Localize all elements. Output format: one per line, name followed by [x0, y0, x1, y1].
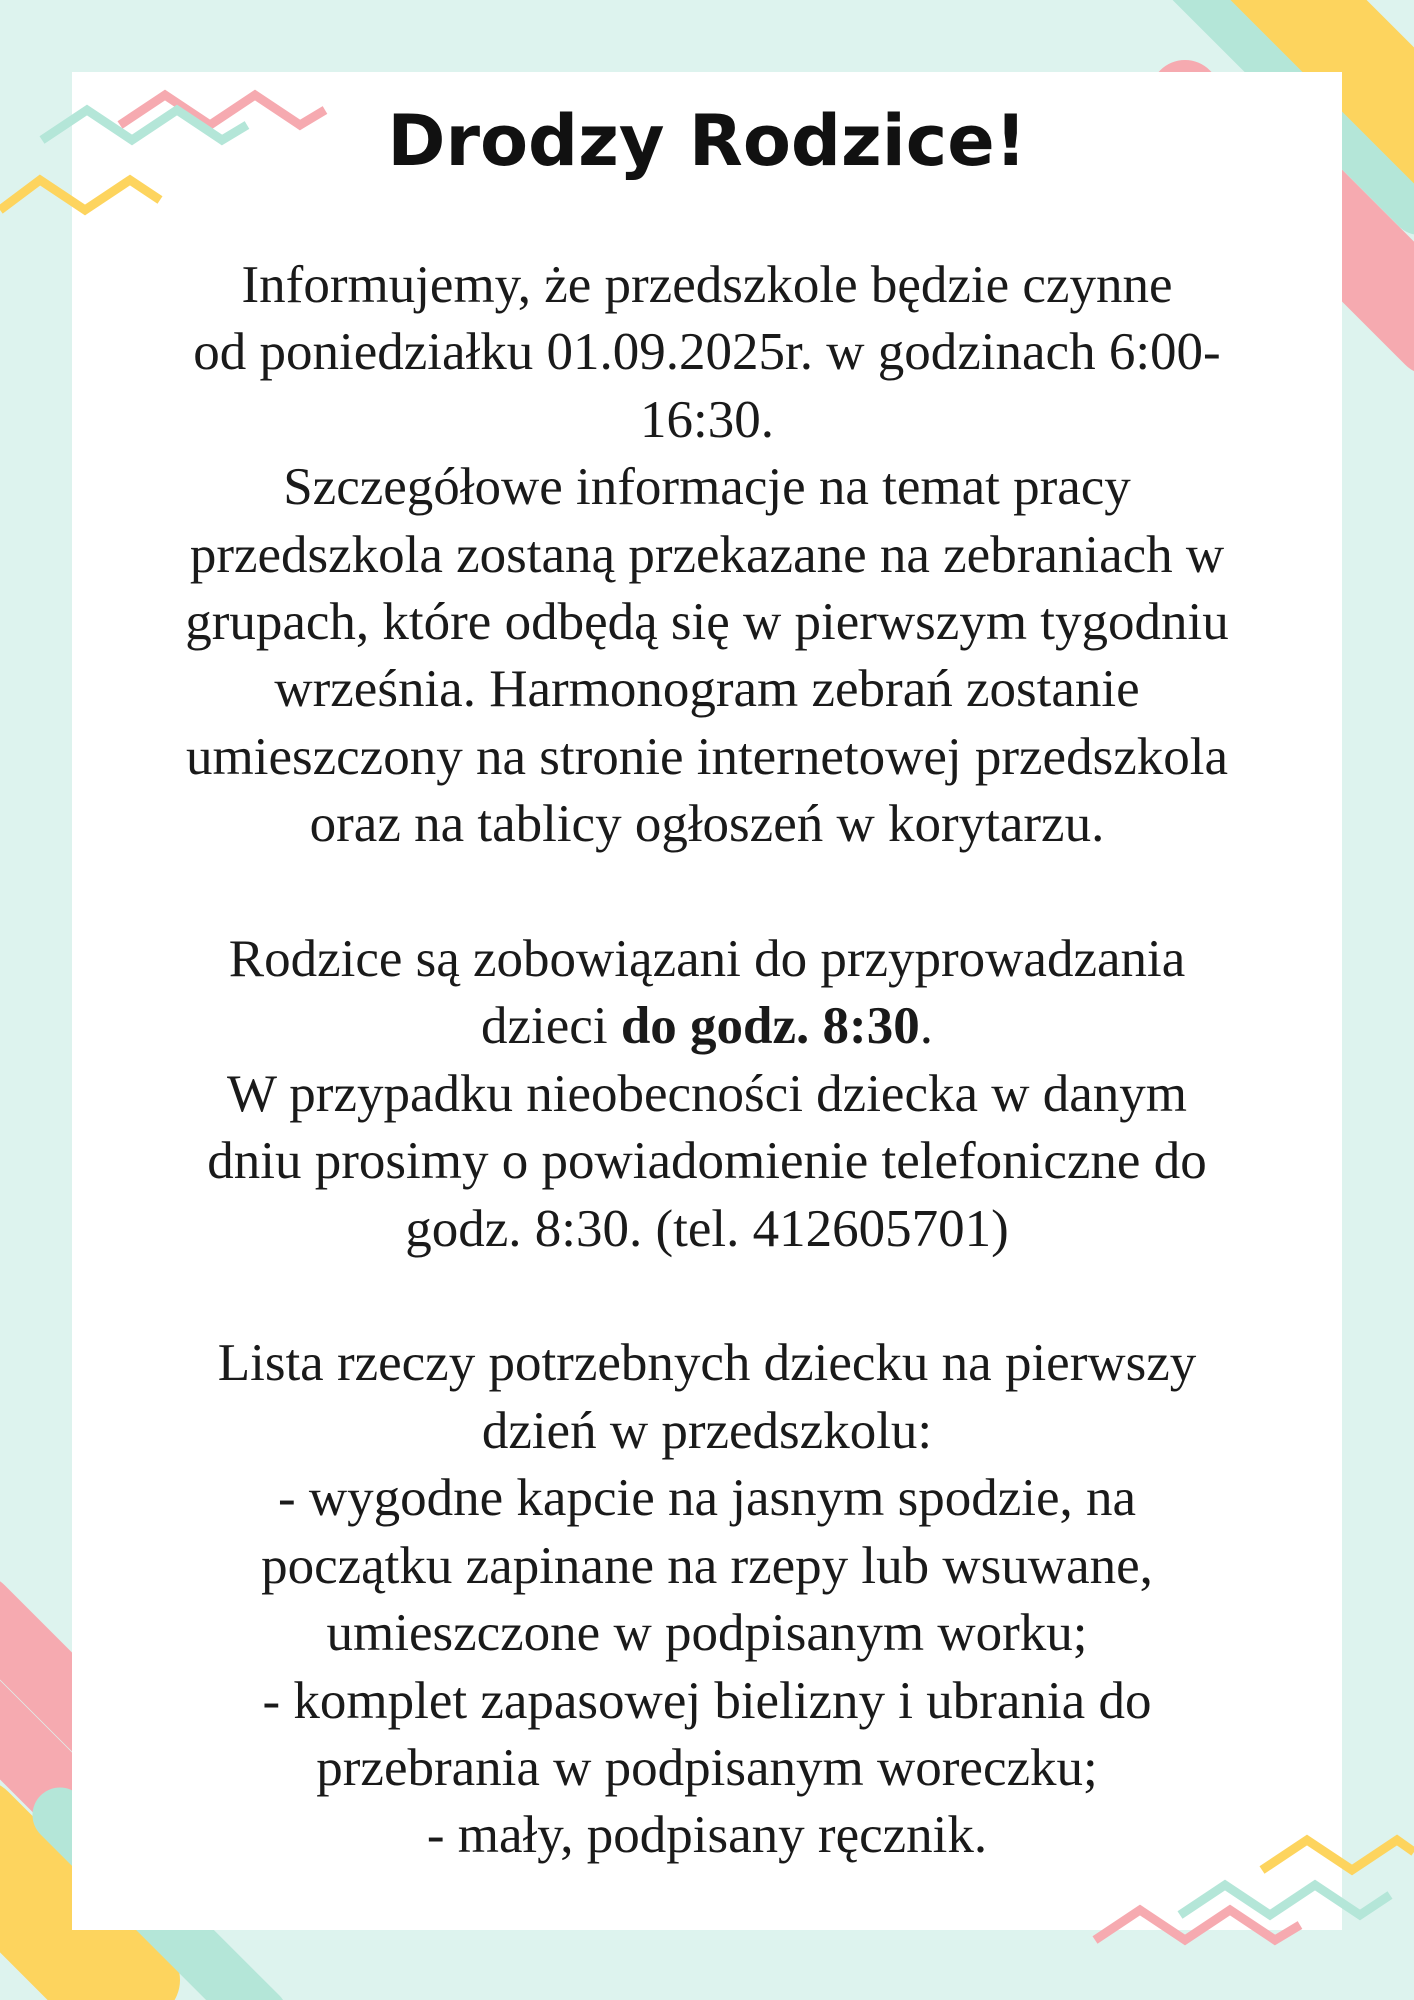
arrival-deadline-emphasis: do godz. 8:30 [620, 997, 920, 1056]
text-line: dniu prosimy o powiadomienie telefoniczne do [207, 1132, 1207, 1191]
checklist-item-line: umieszczone w podpisanym worku; [326, 1604, 1088, 1663]
notice-body [72, 252, 1342, 1870]
checklist-item-line: - komplet zapasowej bielizny i ubrania do [262, 1671, 1152, 1730]
text-fragment: dzieci [481, 997, 621, 1056]
text-line-with-emphasis [72, 993, 1342, 1060]
arrival-paragraph [72, 926, 1342, 1263]
text-line: W przypadku nieobecności dziecka w danym [226, 1064, 1188, 1123]
text-line: oraz na tablicy ogłoszeń w korytarzu. [309, 795, 1105, 854]
checklist-item-line: początku zapinane na rzepy lub wsuwane, [261, 1536, 1153, 1595]
checklist-item-line: - wygodne kapcie na jasnym spodzie, na [277, 1469, 1137, 1528]
paragraph-spacer [72, 1263, 1342, 1330]
text-line: Informujemy, że przedszkole będzie czynne [241, 256, 1173, 314]
text-line: dzień w przedszkolu: [481, 1401, 933, 1460]
text-fragment: . [919, 997, 933, 1056]
checklist-item-line: - mały, podpisany ręcznik. [426, 1806, 988, 1865]
text-line: godz. 8:30. (tel. 412605701) [405, 1199, 1009, 1258]
text-line: przedszkola zostaną przekazane na zebraniach w [189, 525, 1225, 584]
text-line: września. Harmonogram zebrań zostanie [274, 660, 1140, 719]
text-line: 16:30. [640, 390, 774, 449]
text-line: Lista rzeczy potrzebnych dziecku na pierwszy [217, 1334, 1197, 1393]
paragraph-spacer [72, 859, 1342, 926]
page-title: Drodzy Rodzice! [387, 100, 1027, 182]
text-line: od poniedziałku 01.09.2025r. w godzinach 6:00- [193, 323, 1221, 382]
checklist-item-line: przebrania w podpisanym woreczku; [316, 1738, 1098, 1797]
text-line: umieszczony na stronie internetowej przedszkola [186, 727, 1228, 786]
text-line: Szczegółowe informacje na temat pracy [283, 458, 1131, 517]
text-line: grupach, które odbędą się w pierwszym tygodniu [185, 593, 1229, 652]
opening-paragraph [72, 252, 1342, 859]
checklist-paragraph [72, 1330, 1342, 1869]
text-line: Rodzice są zobowiązani do przyprowadzania [228, 930, 1186, 989]
